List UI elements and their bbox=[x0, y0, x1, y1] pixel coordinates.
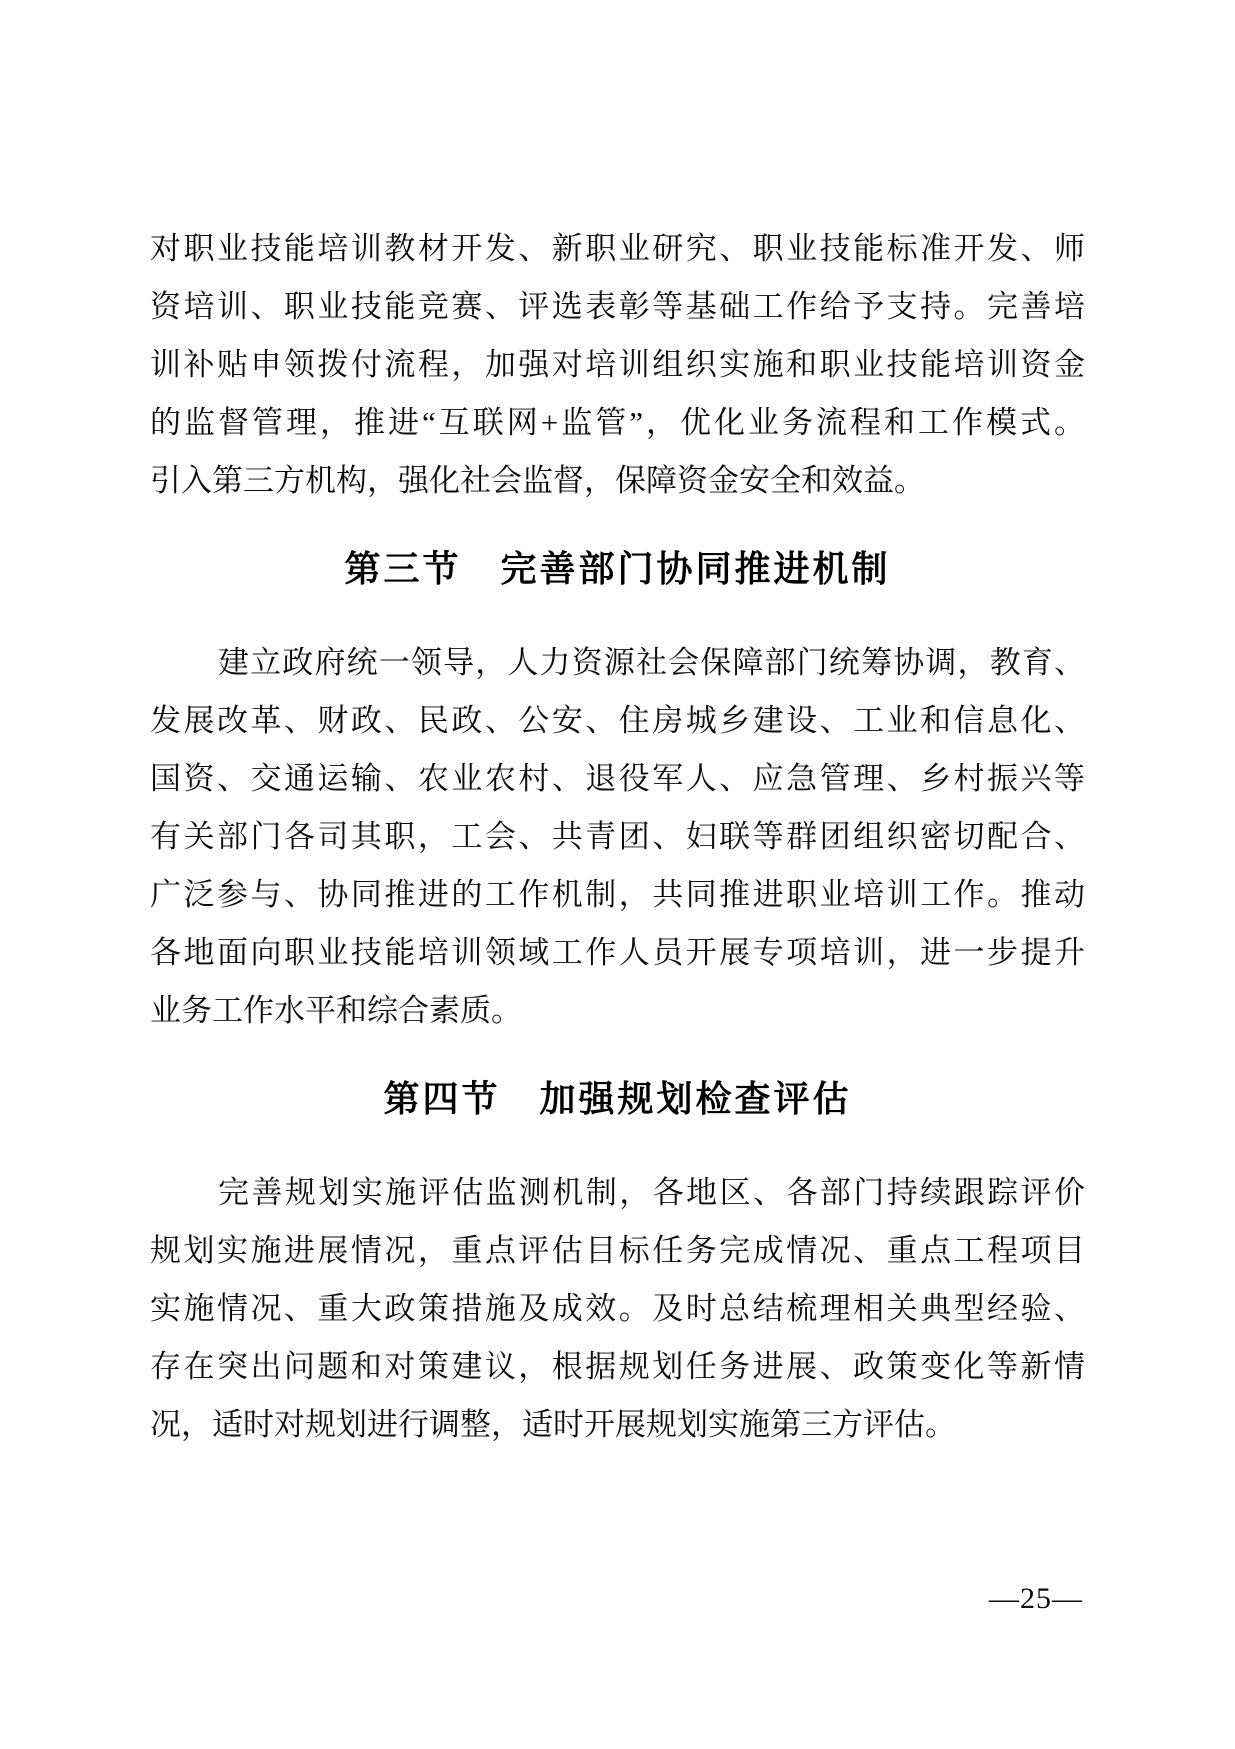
section-heading-3: 第三节 完善部门协同推进机制 bbox=[344, 548, 891, 589]
text-line: 实施情况、重大政策措施及成效。及时总结梳理相关典型经验、 bbox=[150, 1291, 1085, 1326]
page-number: —25— bbox=[989, 1582, 1083, 1615]
text-line: 引入第三方机构，强化社会监督，保障资金安全和效益。 bbox=[150, 463, 925, 498]
text-column bbox=[150, 220, 1085, 1454]
text-line: 建立政府统一领导，人力资源社会保障部门统筹协调，教育、 bbox=[218, 645, 1085, 680]
text-line: 的监督管理，推进“互联网+监管”，优化业务流程和工作模式。 bbox=[150, 405, 1085, 440]
section-heading-4: 第四节 加强规划检查评估 bbox=[383, 1078, 852, 1119]
text-line: 有关部门各司其职，工会、共青团、妇联等群团组织密切配合、 bbox=[150, 819, 1085, 854]
text-line: 国资、交通运输、农业农村、退役军人、应急管理、乡村振兴等 bbox=[150, 761, 1085, 796]
text-line: 资培训、职业技能竞赛、评选表彰等基础工作给予支持。完善培 bbox=[150, 289, 1085, 324]
paragraph-plan-evaluation bbox=[150, 1164, 1085, 1454]
text-line: 完善规划实施评估监测机制，各地区、各部门持续跟踪评价 bbox=[218, 1175, 1085, 1210]
text-line: 广泛参与、协同推进的工作机制，共同推进职业培训工作。推动 bbox=[150, 877, 1085, 912]
text-line: 况，适时对规划进行调整，适时开展规划实施第三方评估。 bbox=[150, 1407, 956, 1442]
text-line: 规划实施进展情况，重点评估目标任务完成情况、重点工程项目 bbox=[150, 1233, 1085, 1268]
paragraph-department-coordination bbox=[150, 634, 1085, 1040]
paragraph-funding-support bbox=[150, 220, 1085, 510]
text-line: 对职业技能培训教材开发、新职业研究、职业技能标准开发、师 bbox=[150, 231, 1085, 266]
text-line: 发展改革、财政、民政、公安、住房城乡建设、工业和信息化、 bbox=[150, 703, 1085, 738]
text-line: 各地面向职业技能培训领域工作人员开展专项培训，进一步提升 bbox=[150, 935, 1085, 970]
text-line: 业务工作水平和综合素质。 bbox=[150, 993, 522, 1028]
text-line: 训补贴申领拨付流程，加强对培训组织实施和职业技能培训资金 bbox=[150, 347, 1085, 382]
text-line: 存在突出问题和对策建议，根据规划任务进展、政策变化等新情 bbox=[150, 1349, 1085, 1384]
